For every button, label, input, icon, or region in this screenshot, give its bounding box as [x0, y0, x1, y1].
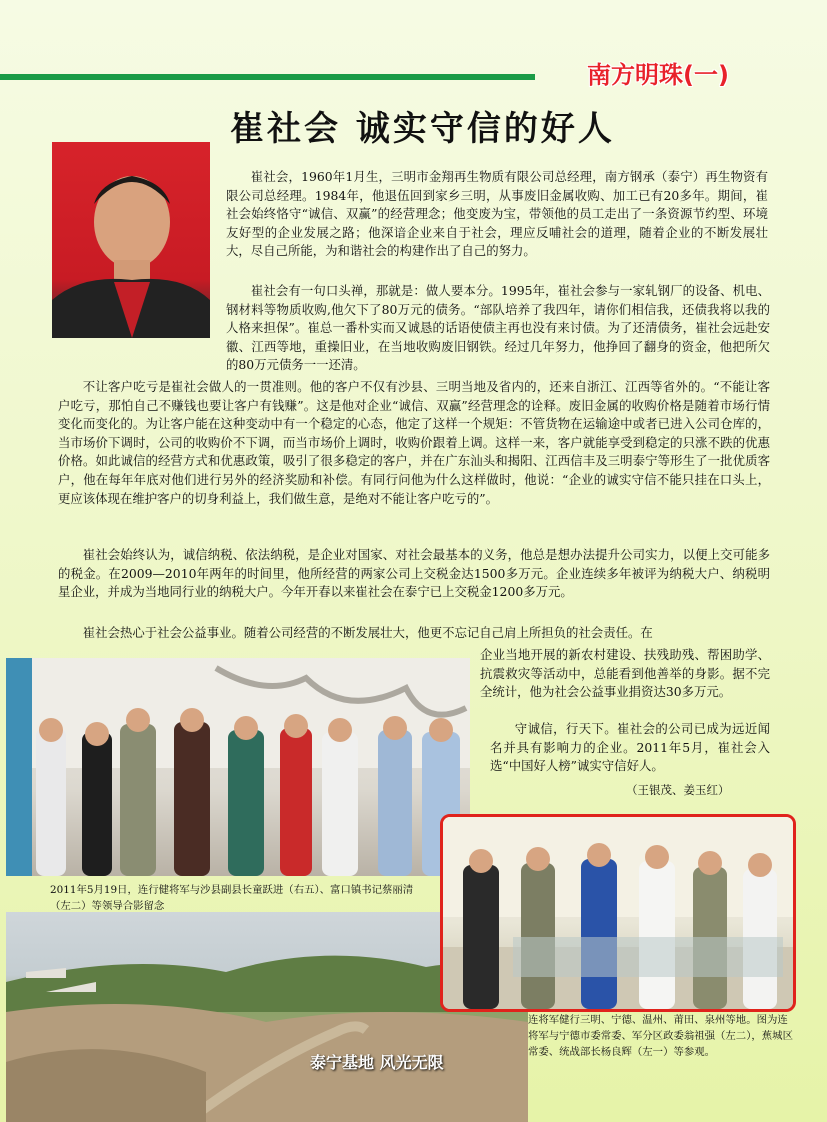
section-tag: 南方明珠(一): [587, 61, 729, 89]
paragraph-7: 守诚信，行天下。崔社会的公司已成为远近闻名并具有影响力的企业。2011年5月，崔社会入选“中国好人榜”诚实守信好人。: [490, 721, 770, 774]
paragraph-4: 崔社会始终认为，诚信纳税、依法纳税，是企业对国家、对社会最基本的义务，他总是想办法提升公司实力，以便上交可能多的税金。在2009—2010年两年的时间里，他所经营的两家公司上交税金达1500多万元。企业连续多年被评为纳税大户、纳税明星企业，并成为当地同行业的纳税大户。今年开春以来崔社会在泰宁已上交税金1200多万元。: [58, 547, 770, 600]
landscape-caption: 泰宁基地 风光无限: [310, 1053, 444, 1072]
header-rule: [0, 74, 535, 80]
paragraph-5: 崔社会热心于社会公益事业。随着公司经营的不断发展壮大，他更不忘记自己肩上所担负的社会责任。在: [82, 625, 653, 640]
paragraph-1: 崔社会，1960年1月生，三明市金翔再生物质有限公司总经理，南方钢承（泰宁）再生物资有限公司总经理。1984年，他退伍回到家乡三明，从事废旧金属收购、加工已有20多年。期间，崔社会始终恪守“诚信、双赢”的经营理念；他变废为宝，带领他的员工走出了一条资源节约型、环境友好型的企业发展之路；他深谙企业来自于社会，理应反哺社会的道理，随着企业的不断发展壮大，尽自己所能，为和谐社会的构建作出了自己的努力。: [226, 169, 768, 259]
portrait-float-space: [58, 282, 226, 358]
visit-photo-caption: 连将军健行三明、宁德、温州、莆田、泉州等地。图为连将军与宁德市委常委、军分区政委翁祖强（左二），蕉城区常委、统战部长杨良辉（左一）等参观。: [528, 1014, 793, 1058]
paragraph-6: 企业当地开展的新农村建设、扶残助残、帮困助学、抗震救灾等活动中，总能看到他善举的身影。据不完全统计，他为社会公益事业捐资达30多万元。: [480, 647, 770, 700]
paragraph-2-text: 崔社会有一句口头禅，那就是：做人要本分。1995年，崔社会参与一家轧钢厂的设备、机电、钢材料等物质收购,他欠下了80万元的债务。“部队培养了我四年，请你们相信我，还债我将以我的人格来担保”。崔总一番朴实而又诚恳的话语使债主再也没有来讨债。为了还清债务，崔社会远赴安徽、江西等地，重操旧业，在当地收购废旧钢铁。经过几年努力，他挣回了翻身的资金，他把所欠的80万元债务一一还清。: [226, 283, 770, 373]
group-photo: [6, 658, 470, 876]
paragraph-2: [58, 282, 770, 375]
group-photo-caption: 2011年5月19日，连行健将军与沙县副县长童跃进（右五）、富口镇书记蔡丽清（左二）等领导合影留念: [50, 884, 414, 912]
article-title: 崔社会 诚实守信的好人: [230, 109, 615, 149]
visit-photo: [440, 814, 796, 1012]
paragraph-3: 不让客户吃亏是崔社会做人的一贯准则。他的客户不仅有沙县、三明当地及省内的，还来自浙江、江西等省外的。“不能让客户吃亏，那怕自己不赚钱也要让客户有钱赚”。这是他对企业“诚信、双赢”经营理念的诠释。废旧金属的收购价格是随着市场行情变化而变化的。为让客户能在这种变动中有一个稳定的心态，他定了这样一个规矩：不管货物在运输途中或者已进入公司仓库的，当市场价下调时，公司的收购价不下调，而当市场价上调时，收购价跟着上调。这样一来，客户就能享受到稳定的只涨不跌的优惠价格。如此诚信的经营方式和优惠政策，吸引了很多稳定的客户，并在广东汕头和揭阳、江西信丰及三明泰宁等形生了一批优质客户，他在每年年底对他们进行另外的经济奖励和补偿。有同行问他为什么这样做时，他说：“企业的诚实守信不能只挂在口头上，更应该体现在维护客户的切身利益上，我们做生意，是绝对不能让客户吃亏的”。: [58, 379, 770, 506]
byline: （王银茂、姜玉红）: [626, 783, 730, 797]
